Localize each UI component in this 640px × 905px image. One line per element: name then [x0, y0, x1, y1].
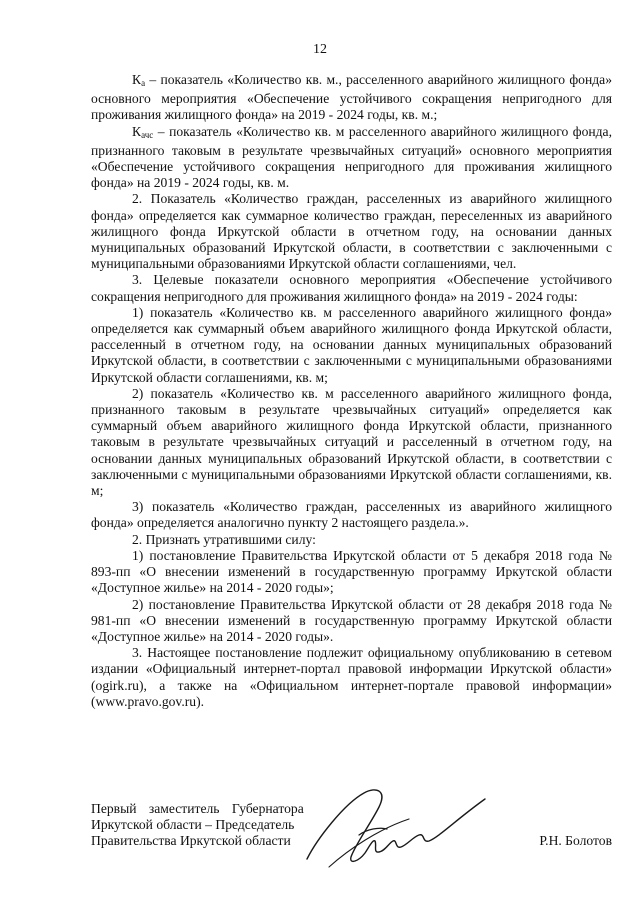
- paragraph-3-item-3: 3) показатель «Количество граждан, расселенных из аварийного жилищного фонда» определяется аналогично пункту 2 настоящего раздела.».: [91, 499, 612, 531]
- paragraph-ka-definition: [91, 72, 612, 124]
- ka-text: – показатель «Количество кв. м., расселенного аварийного жилищного фонда» основного мероприятия «Обеспечение устойчивого сокращения непригодного для проживания жилищного фонда» на 2019 - 2024 годы, кв. м.;: [91, 72, 612, 123]
- kachs-subscript: ачс: [141, 129, 154, 140]
- section-2-item-1: 1) постановление Правительства Иркутской области от 5 декабря 2018 года № 893-пп «О внесении изменений в государственную программу Иркутской области «Доступное жилье» на 2014 - 2020 годы»;: [91, 547, 612, 596]
- ka-symbol: К: [132, 72, 142, 87]
- ka-subscript: а: [141, 78, 146, 88]
- paragraph-3: 3. Целевые показатели основного мероприятия «Обеспечение устойчивого сокращения непригодного для проживания жилищного фонда» на 2019 - 2024 годы:: [91, 272, 612, 304]
- paragraph-2: 2. Показатель «Количество граждан, расселенных из аварийного жилищного фонда» определяется как суммарное количество граждан, переселенных из аварийного жилищного фонда Иркутской области в отчетном году, на основании данных муниципальных образований Иркутской области, в соответствии с заключенными с муниципальными образованиями Иркутской области соглашениями, чел.: [91, 191, 612, 272]
- signatory-title-line-1: Первый заместитель Губернатора: [91, 801, 304, 816]
- paragraph-3-item-1: 1) показатель «Количество кв. м расселенного аварийного жилищного фонда» определяется как суммарный объем аварийного жилищного фонда Иркутской области, расселенный в отчетном году, на основании данных муниципальных образований Иркутской области, в соответствии с заключенными с муниципальными образованиями Иркутской области соглашениями, кв. м;: [91, 304, 612, 385]
- signature-block: [91, 801, 612, 861]
- section-2-item-2: 2) постановление Правительства Иркутской области от 28 декабря 2018 года № 981-пп «О внесении изменений в государственную программу Иркутской области «Доступное жилье» на 2014 - 2020 годы».: [91, 596, 612, 644]
- document-body: [91, 72, 612, 710]
- signatory-title-line-2: Иркутской области – Председатель: [91, 817, 295, 833]
- kachs-symbol: К: [132, 123, 142, 139]
- paragraph-3-item-2: 2) показатель «Количество кв. м расселенного аварийного жилищного фонда, признанного таковым в результате чрезвычайных ситуаций» определяется как суммарный объем аварийного жилищного фонда Иркутской области, признанного таковым в результате чрезвычайных ситуаций и расселенный в отчетном году, на основании данных муниципальных образований Иркутской области, в соответствии с заключенными с муниципальными образованиями Иркутской области соглашениями, кв. м;: [91, 385, 612, 499]
- page-number: 12: [313, 42, 327, 57]
- signatory-name: Р.Н. Болотов: [539, 833, 612, 848]
- section-2: 2. Признать утратившими силу:: [132, 531, 316, 547]
- handwritten-signature: [289, 779, 519, 874]
- kachs-text: – показатель «Количество кв. м расселенного аварийного жилищного фонда, признанного таковым в результате чрезвычайных ситуаций» основного мероприятия «Обеспечение устойчивого сокращения непригодного для проживания жилищного фонда» на 2019 - 2024 годы, кв. м.: [91, 123, 612, 191]
- signatory-title-line-3: Правительства Иркутской области: [91, 833, 291, 849]
- paragraph-kachs-definition: [91, 124, 612, 192]
- section-3: 3. Настоящее постановление подлежит официальному опубликованию в сетевом издании «Официальный интернет-портал правовой информации Иркутской области» (ogirk.ru), а также на «Официальном интернет-портале правовой информации» (www.pravo.gov.ru).: [91, 645, 612, 709]
